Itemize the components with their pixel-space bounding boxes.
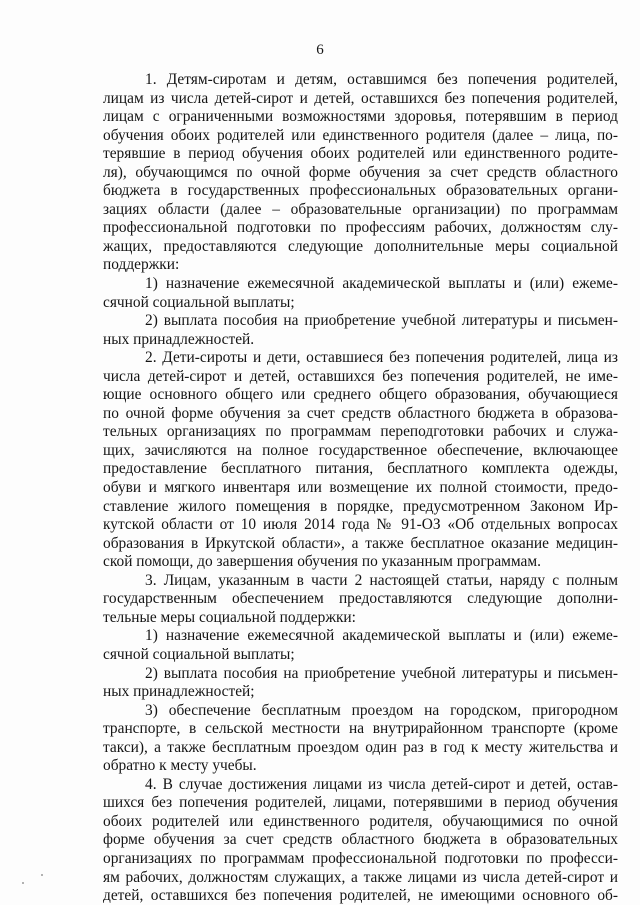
- text-line: транспорте, в сельской местности на внутрирайонном транспорте (кроме: [103, 720, 618, 738]
- text-line: ям рабочих, должностям служащих, а также лицами из числа детей-сирот и: [103, 868, 618, 886]
- text-line: ющие основного общего или среднего общего образования, обучающиеся: [103, 386, 618, 404]
- text-line: сячной социальной выплаты;: [103, 293, 295, 311]
- text-line: предоставление бесплатного питания, бесплатного комплекта одежды,: [103, 460, 618, 478]
- text-line: тельные меры социальной поддержки:: [103, 608, 356, 626]
- text-line: 1) назначение ежемесячной академической выплаты и (или) ежеме-: [145, 627, 618, 645]
- text-line: тельных организациях по программам переподготовки рабочих и служа-: [103, 423, 618, 441]
- text-line: профессиональной подготовки по профессиям рабочих, должностям слу-: [103, 219, 618, 237]
- text-line: кутской области от 10 июля 2014 года № 91-ОЗ «Об отдельных вопросах: [103, 516, 618, 534]
- text-line: 3) обеспечение бесплатным проездом на городском, пригородном: [145, 701, 618, 719]
- text-line: 2) выплата пособия на приобретение учебной литературы и письмен-: [145, 312, 618, 330]
- page-number: 6: [316, 42, 324, 58]
- text-line: ставление жилого помещения в порядке, предусмотренном Законом Ир-: [103, 497, 618, 515]
- text-line: поддержки:: [103, 256, 180, 274]
- text-line: государственным обеспечением предоставляются следующие дополни-: [103, 590, 618, 608]
- text-line: форме обучения за счет средств областного бюджета в образовательных: [103, 831, 618, 849]
- scan-speck: [22, 882, 24, 884]
- text-line: числа детей-сирот и детей, оставшихся без попечения родителей, не име-: [103, 367, 618, 385]
- text-line: 2. Дети-сироты и дети, оставшиеся без попечения родителей, лица из: [145, 349, 618, 367]
- text-line: по очной форме обучения за счет средств областного бюджета в образова-: [103, 404, 618, 422]
- text-line: бюджета в государственных профессиональных образовательных органи-: [103, 182, 618, 200]
- text-line: 1) назначение ежемесячной академической выплаты и (или) ежеме-: [145, 275, 618, 293]
- text-line: ской помощи, до завершения обучения по указанным программам.: [103, 553, 541, 571]
- text-line: обуви и мягкого инвентаря или возмещение их полной стоимости, предо-: [103, 479, 618, 497]
- text-line: 3. Лицам, указанным в части 2 настоящей статьи, наряду с полным: [145, 571, 618, 589]
- text-line: организациях по программам профессиональной подготовки по професси-: [103, 849, 618, 867]
- text-line: ных принадлежностей.: [103, 330, 255, 348]
- text-line: обратно к месту учебы.: [103, 757, 257, 775]
- text-line: обоих родителей или единственного родителя, обучающимися по очной: [103, 812, 618, 830]
- text-line: лицам с ограниченными возможностями здоровья, потерявшим в период: [103, 108, 618, 126]
- text-line: детей, оставшихся без попечения родителей, не имеющими основного об-: [103, 887, 618, 905]
- text-line: 4. В случае достижения лицами из числа детей-сирот и детей, остав-: [145, 775, 618, 793]
- text-line: такси), а также бесплатным проездом один раз в год к месту жительства и: [103, 738, 618, 756]
- text-line: ля), обучающимся по очной форме обучения за счет средств областного: [103, 163, 618, 181]
- document-body: [103, 71, 618, 906]
- text-line: щих, зачисляются на полное государственное обеспечение, включающее: [103, 441, 618, 459]
- text-line: обучения обоих родителей или единственного родителя (далее – лица, по-: [103, 126, 618, 144]
- text-line: зациях области (далее – образовательные организации) по программам: [103, 200, 618, 218]
- text-line: образования в Иркутской области», а также бесплатное оказание медицин-: [103, 534, 618, 552]
- text-line: шихся без попечения родителей, лицами, потерявшими в период обучения: [103, 794, 618, 812]
- scan-speck: [41, 874, 43, 876]
- text-line: лицам из числа детей-сирот и детей, оставшихся без попечения родителей,: [103, 89, 618, 107]
- text-line: ных принадлежностей;: [103, 683, 255, 701]
- text-line: 1. Детям-сиротам и детям, оставшимся без попечения родителей,: [145, 71, 618, 88]
- text-line: сячной социальной выплаты;: [103, 645, 295, 663]
- text-line: жащих, предоставляются следующие дополнительные меры социальной: [103, 237, 618, 255]
- text-line: терявшие в период обучения обоих родителей или единственного родите-: [103, 145, 618, 163]
- text-line: 2) выплата пособия на приобретение учебной литературы и письмен-: [145, 664, 618, 682]
